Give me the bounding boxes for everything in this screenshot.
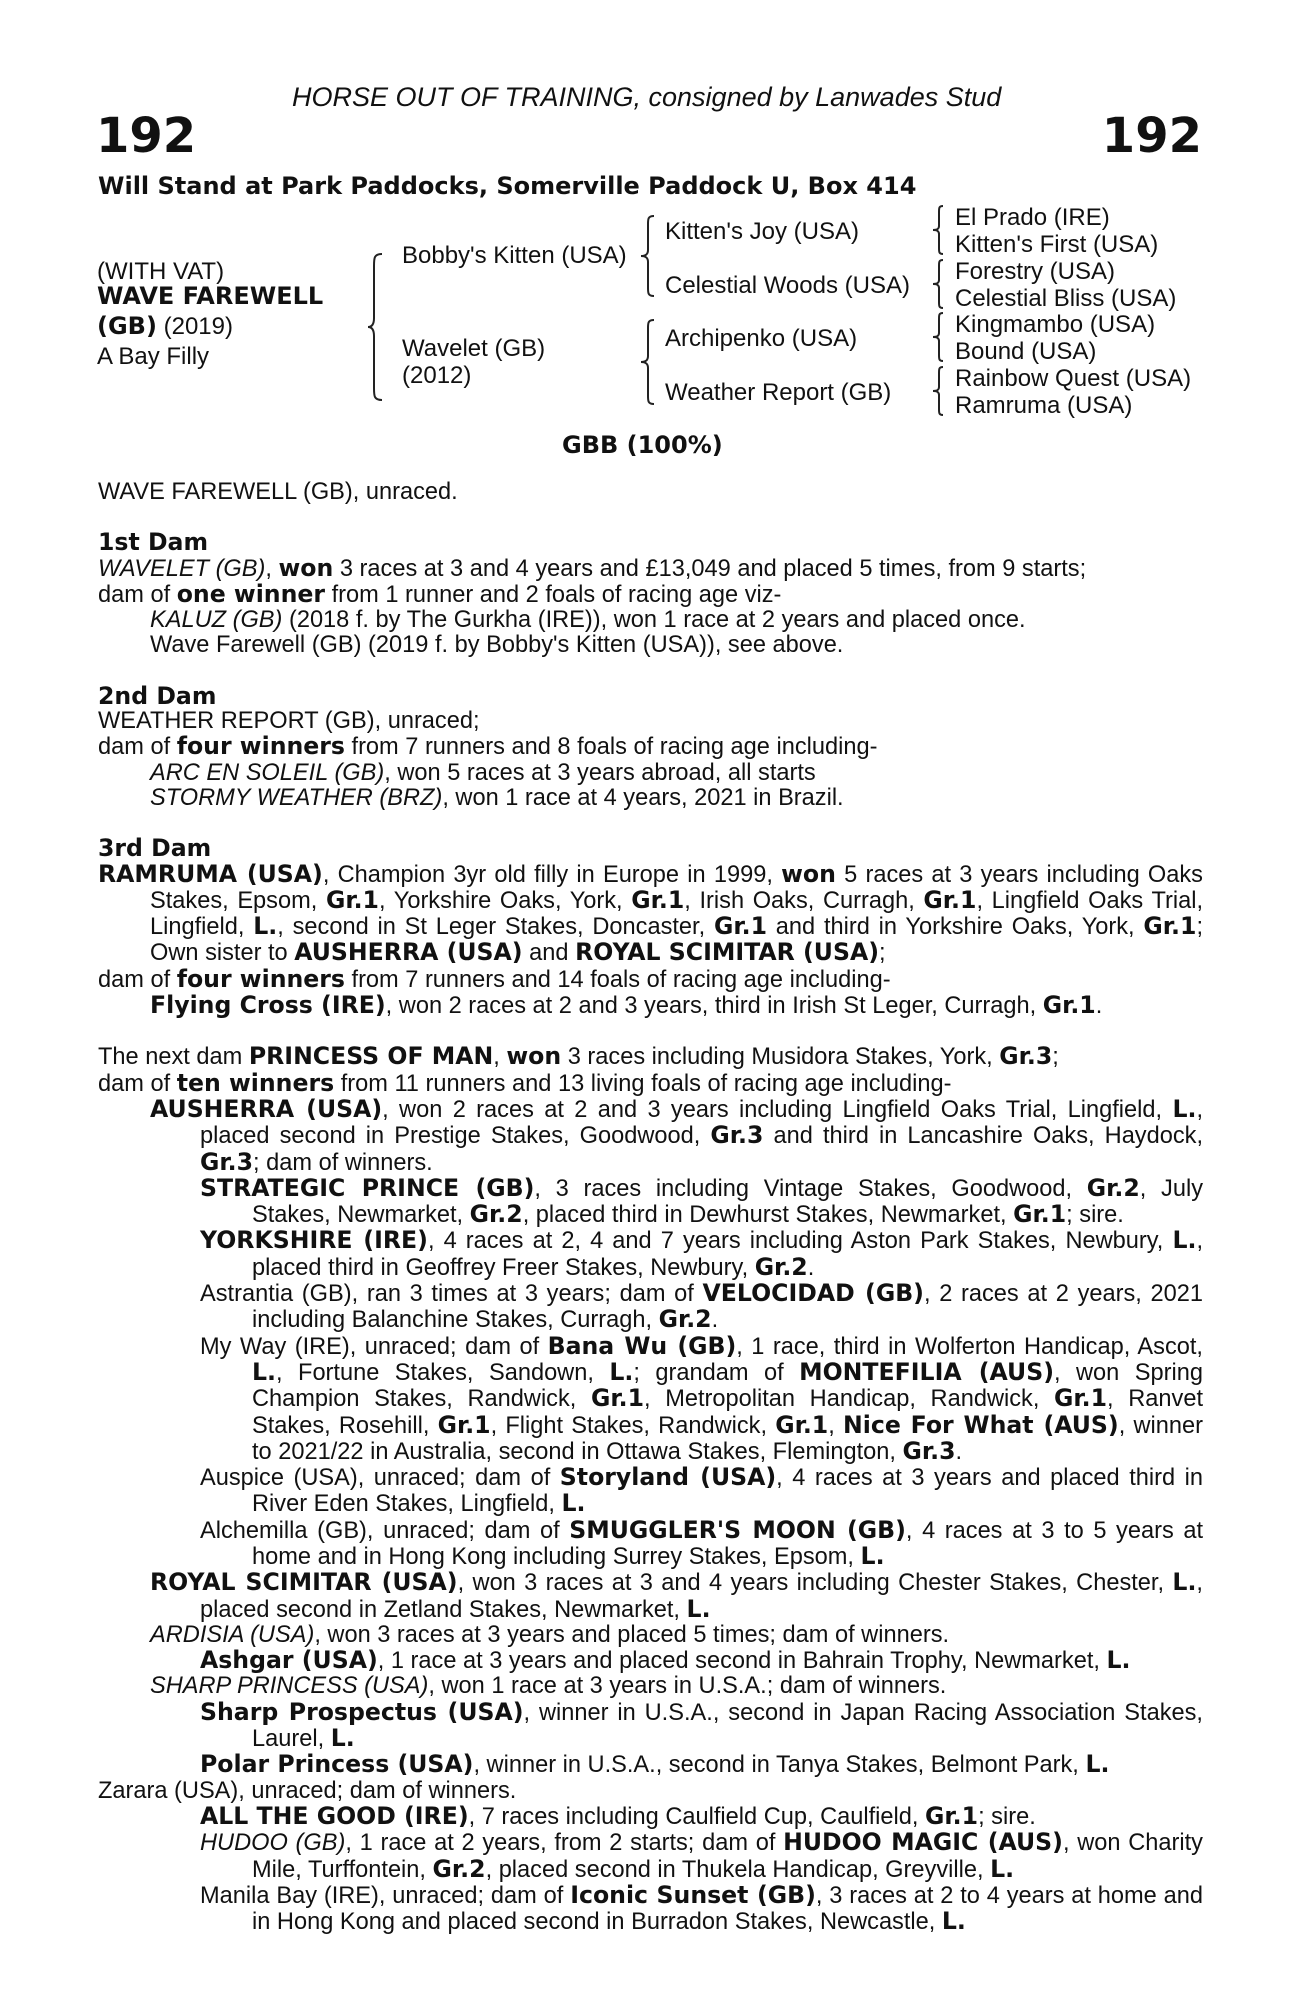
foal-ashgar: Ashgar (USA), 1 race at 3 years and placed second in Bahrain Trophy, Newmarket, L. [200,1646,1131,1675]
foal-polar-princess: Polar Princess (USA), winner in U.S.A., second in Tanya Stakes, Belmont Park, L. [200,1750,1110,1779]
first-dam-name: WAVELET (GB) [98,555,266,582]
foal-ardisia: ARDISIA (USA), won 3 races at 3 years and placed 5 times; dam of winners. [150,1621,950,1648]
foal-astrantia: Astrantia (GB), ran 3 times at 3 years; dam of VELOCIDAD (GB), 2 races at 2 years, 2021 including Balanchine Stakes, Curragh, Gr.2. [200,1279,1203,1334]
foal-sharp-princess: SHARP PRINCESS (USA), won 1 race at 3 years in U.S.A.; dam of winners. [150,1673,947,1700]
horse-name: WAVE FAREWELL [97,282,324,310]
second-dam-produce: dam of four winners from 7 runners and 8 foals of racing age including- [98,732,878,761]
horse-title [97,283,323,373]
vat-note: (WITH VAT) [97,258,225,285]
pedigree-dsd: Bound (USA) [955,338,1097,365]
horse-description: A Bay Filly [97,343,210,370]
foal-royal-scimitar: ROYAL SCIMITAR (USA), won 3 races at 3 and 4 years including Chester Stakes, Chester, L., placed second in Zetland Stakes, Newmarket, L. [150,1568,1203,1623]
pedigree-brace-sd [930,258,946,310]
second-dam-foal-2: STORMY WEATHER (BRZ), won 1 race at 4 years, 2021 in Brazil. [150,784,844,811]
foal-zarara: Zarara (USA), unraced; dam of winners. [98,1777,517,1804]
foal-all-the-good: ALL THE GOOD (IRE), 7 races including Caulfield Cup, Caulfield, Gr.1; sire. [200,1801,1036,1830]
pedigree-sire: Bobby's Kitten (USA) [402,242,627,269]
catalogue-header: HORSE OUT OF TRAINING, consigned by Lanwades Stud [292,82,1002,112]
foal-sharp-prospectus: Sharp Prospectus (USA), winner in U.S.A., second in Japan Racing Association Stakes, Laurel, L. [200,1697,1203,1753]
third-dam-produce: dam of four winners from 7 runners and 14 foals of racing age including- [98,964,891,993]
foal-ausherra: AUSHERRA (USA), won 2 races at 2 and 3 years including Lingfield Oaks Trial, Lingfield, L., placed second in Prestige Stakes, Goodwood, Gr.3 and third in Lancashire Oaks, Haydock, Gr.3; dam of winners. [150,1094,1203,1176]
pedigree-dss: Kingmambo (USA) [955,311,1156,338]
pedigree-sire-dam: Celestial Woods (USA) [665,272,910,299]
first-dam-foal-1: KALUZ (GB) (2018 f. by The Gurkha (IRE)), won 1 race at 2 years and placed once. [150,607,1026,634]
pedigree-sire-sire: Kitten's Joy (USA) [665,218,859,245]
third-dam-record: RAMRUMA (USA), Champion 3yr old filly in Europe in 1999, won 5 races at 3 years including Oaks Stakes, Epsom, Gr.1, Yorkshire Oaks, York, Gr.1, Irish Oaks, Curragh, Gr.1, Lingfield Oaks Trial, Lingfield, L., second in St Leger Stakes, Doncaster, Gr.1 and third in Yorkshire Oaks, York, Gr.1; Own sister to AUSHERRA (USA) and ROYAL SCIMITAR (USA); [98,859,1203,967]
third-dam-heading: 3rd Dam [98,834,212,863]
foal-manila-bay: Manila Bay (IRE), unraced; dam of Iconic Sunset (GB), 3 races at 2 to 4 years at home and in Hong Kong and placed second in Burradon Stakes, Newcastle, L. [200,1880,1203,1936]
horse-year: (2019) [156,313,233,340]
pedigree-dam-sire: Archipenko (USA) [665,325,858,352]
breeding-percentage: GBB (100%) [562,431,723,459]
foal-alchemilla: Alchemilla (GB), unraced; dam of SMUGGLER'S MOON (GB), 4 races at 3 to 5 years at home and in Hong Kong including Surrey Stakes, Epsom, L. [200,1515,1204,1570]
foal-my-way: My Way (IRE), unraced; dam of Bana Wu (GB), 1 race, third in Wolferton Handicap, Ascot, L., Fortune Stakes, Sandown, L.; grandam of MONTEFILIA (AUS), won Spring Champion Stakes, Randwick, Gr.1, Metropolitan Handicap, Randwick, Gr.1, Ranvet Stakes, Rosehill, Gr.1, Flight Stakes, Randwick, Gr.1, Nice For What (AUS), winner to 2021/22 in Australia, second in Ottawa Stakes, Flemington, Gr.3. [200,1331,1203,1465]
first-dam-heading: 1st Dam [98,528,209,557]
pedigree-brace-ss [930,204,946,256]
intro-line: WAVE FAREWELL (GB), unraced. [98,479,458,505]
second-dam-record: WEATHER REPORT (GB), unraced; [98,708,480,735]
pedigree-sdd: Celestial Bliss (USA) [955,285,1177,312]
lot-number-left: 192 [96,108,197,164]
pedigree-dds: Rainbow Quest (USA) [955,365,1192,392]
lot-number-right: 192 [1101,108,1202,164]
pedigree-sss: El Prado (IRE) [955,204,1110,231]
foal-yorkshire: YORKSHIRE (IRE), 4 races at 2, 4 and 7 years including Aston Park Stakes, Newbury, L., placed third in Geoffrey Freer Stakes, Newbury, Gr.2. [200,1226,1203,1281]
first-dam-record: WAVELET (GB), won 3 races at 3 and 4 years and £13,049 and placed 5 times, from 9 starts; [98,553,1087,582]
second-dam-foal-1: ARC EN SOLEIL (GB), won 5 races at 3 years abroad, all starts [150,759,816,786]
pedigree-brace-dd [930,365,946,417]
pedigree-ddd: Ramruma (USA) [955,392,1133,419]
pedigree-sds: Forestry (USA) [955,258,1116,285]
horse-country: (GB) [97,312,157,340]
fourth-dam-produce: dam of ten winners from 11 runners and 13 living foals of racing age including- [98,1068,952,1097]
pedigree-brace-dam [638,318,658,406]
pedigree-brace-ds [930,311,946,363]
pedigree-brace-sire [638,214,658,298]
pedigree-dam: Wavelet (GB) [402,335,546,362]
third-dam-foal-1: Flying Cross (IRE), won 2 races at 2 and 3 years, third in Irish St Leger, Curragh, Gr.1. [150,991,1103,1020]
pedigree-ssd: Kitten's First (USA) [955,231,1159,258]
first-dam-foal-2: Wave Farewell (GB) (2019 f. by Bobby's Kitten (USA)), see above. [150,632,844,659]
pedigree-dam-dam: Weather Report (GB) [665,379,892,406]
fourth-dam-record: The next dam PRINCESS OF MAN, won 3 races including Musidora Stakes, York, Gr.3; [98,1042,1059,1071]
first-dam-produce: dam of one winner from 1 runner and 2 foals of racing age viz- [98,579,782,608]
foal-hudoo: HUDOO (GB), 1 race at 2 years, from 2 starts; dam of HUDOO MAGIC (AUS), won Charity Mile, Turffontein, Gr.2, placed second in Thukela Handicap, Greyville, L. [200,1828,1203,1883]
stand-location: Will Stand at Park Paddocks, Somerville Paddock U, Box 414 [98,172,917,200]
pedigree-dam-year: (2012) [402,362,472,389]
foal-strategic-prince: STRATEGIC PRINCE (GB), 3 races including Vintage Stakes, Goodwood, Gr.2, July Stakes, Newmarket, Gr.2, placed third in Dewhurst Stakes, Newmarket, Gr.1; sire. [200,1173,1203,1229]
catalogue-body [98,480,1203,1935]
pedigree-brace-main [366,252,386,402]
second-dam-heading: 2nd Dam [98,681,217,710]
foal-auspice: Auspice (USA), unraced; dam of Storyland (USA), 4 races at 3 years and placed third in River Eden Stakes, Lingfield, L. [200,1463,1204,1518]
